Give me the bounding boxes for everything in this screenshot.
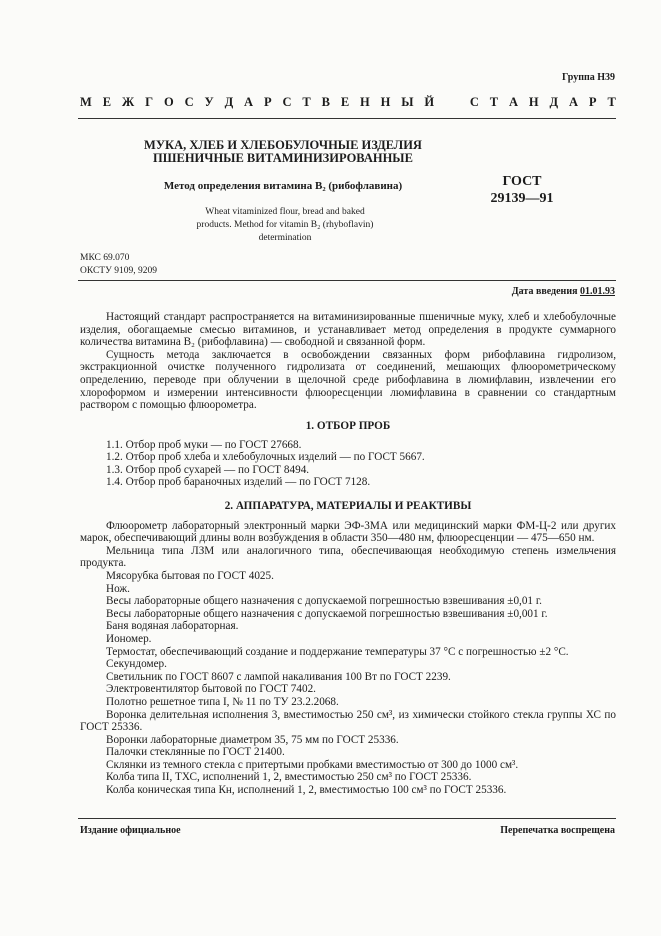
banner-letter: У	[204, 95, 214, 109]
banner-letter: Н	[360, 95, 370, 109]
list-item: 1.1. Отбор проб муки — по ГОСТ 27668.	[106, 438, 302, 451]
list-item: 1.3. Отбор проб сухарей — по ГОСТ 8494.	[106, 463, 310, 476]
document-subtitle: Метод определения витамина B₂ (рибофлавина)	[163, 180, 403, 192]
banner-letter: Т	[607, 95, 616, 109]
banner-letter: А	[569, 95, 579, 109]
edition-note: Издание официальное	[80, 825, 181, 836]
banner-letter: Д	[549, 95, 559, 109]
list-item: Мельница типа ЛЗМ или аналогичного типа, обеспечивающая необходимую степень измельчения продукта.	[80, 544, 616, 570]
title-line-1: МУКА, ХЛЕБ И ХЛЕБОБУЛОЧНЫЕ ИЗДЕЛИЯ	[144, 138, 422, 152]
list-item: Секундомер.	[106, 658, 167, 671]
banner-letter: Н	[528, 95, 539, 109]
english-title-line-1: Wheat vitaminized flour, bread and baked	[205, 207, 365, 217]
mks-code: МКС 69.070	[80, 253, 130, 263]
section-2-heading: 2. АППАРАТУРА, МАТЕРИАЛЫ И РЕАКТИВЫ	[224, 500, 472, 512]
banner-letter: С	[282, 95, 292, 109]
banner-letter: Д	[224, 95, 234, 109]
banner-letter: Г	[145, 95, 154, 109]
list-item: Светильник по ГОСТ 8607 с лампой накаливания 100 Вт по ГОСТ 2239.	[106, 670, 451, 683]
list-item: Весы лабораторные общего назначения с допускаемой погрешностью взвешивания ±0,01 г.	[106, 595, 542, 608]
list-item: Воронки лабораторные диаметром 35, 75 мм по ГОСТ 25336.	[106, 733, 399, 746]
banner-letter: О	[163, 95, 174, 109]
intro-paragraph-2: Сущность метода заключается в освобождении связанных форм рибофлавина гидролизом, экстракционной очистке полученного гидролизата от соединений, мешающих флюорометрическому определению, переводе при облучении в щелочной среде рибофлавина в люмифлавин, извлечении его хлороформом и измерении интенсивности флюоресценции люмифлавина в сравнении со стандартным раствором с помощью флюорометра.	[80, 348, 616, 412]
classification-codes	[80, 252, 157, 278]
banner-letter: Т	[489, 95, 499, 109]
header-rule	[78, 118, 616, 119]
banner-letter: Й	[424, 95, 435, 109]
list-item: 1.2. Отбор проб хлеба и хлебобулочных изделий — по ГОСТ 5667.	[106, 451, 425, 464]
effective-date-value: 01.01.93	[580, 286, 615, 297]
english-title-line-2: products. Method for vitamin B₂ (rhyboflavin)	[196, 220, 374, 230]
list-item: Колба коническая типа Кн, исполнений 1, 2, вместимостью 100 см³ по ГОСТ 25336.	[106, 784, 507, 797]
gost-code: 29139—91	[490, 191, 554, 206]
banner-letter: Ы	[401, 95, 414, 109]
document-title	[100, 139, 466, 165]
section-sampling	[80, 420, 616, 489]
list-item: Полотно решетное типа I, № 11 по ТУ 23.2.2068.	[106, 695, 339, 708]
standard-banner	[80, 95, 616, 110]
banner-letter: Т	[302, 95, 311, 109]
list-item: Воронка делительная исполнения 3, вместимостью 250 см³, из химически стойкого стекла группы ХС по ГОСТ 25336.	[80, 708, 616, 734]
banner-letter: Н	[380, 95, 391, 109]
okstu-code: ОКСТУ 9109, 9209	[80, 266, 157, 276]
footer-rule	[78, 818, 616, 819]
banner-letter: А	[509, 95, 519, 109]
gost-label: ГОСТ	[502, 174, 542, 189]
list-item: Нож.	[106, 582, 130, 595]
list-item: Электровентилятор бытовой по ГОСТ 7402.	[106, 683, 316, 696]
list-item: 1.4. Отбор проб бараночных изделий — по ГОСТ 7128.	[106, 476, 371, 489]
english-title	[120, 206, 450, 245]
effective-date-label: Дата введения	[511, 286, 580, 297]
list-item: Иономер.	[106, 632, 152, 645]
banner-letter: М	[80, 95, 92, 109]
list-item: Колба типа II, ТХС, исполнений 1, 2, вместимостью 250 см³ по ГОСТ 25336.	[106, 771, 472, 784]
list-item: Весы лабораторные общего назначения с допускаемой погрешностью взвешивания ±0,001 г.	[106, 607, 548, 620]
banner-letter: В	[321, 95, 330, 109]
banner-letter: Ж	[121, 95, 135, 109]
list-item: Термостат, обеспечивающий создание и поддержание температуры 37 °С с погрешностью ±2 °С.	[106, 645, 569, 658]
banner-letter: Р	[588, 95, 597, 109]
codes-rule	[78, 280, 616, 281]
list-item: Палочки стеклянные по ГОСТ 21400.	[106, 746, 285, 759]
banner-letter: Р	[263, 95, 272, 109]
english-title-line-3: determination	[258, 233, 312, 243]
banner-letter: Е	[340, 95, 350, 109]
banner-letter: С	[184, 95, 194, 109]
section-apparatus	[80, 500, 616, 797]
list-item: Склянки из темного стекла с притертыми пробками вместимостью от 300 до 1000 см³.	[106, 758, 519, 771]
banner-letter: С	[469, 95, 479, 109]
list-item: Баня водяная лабораторная.	[106, 620, 239, 633]
banner-gap	[445, 95, 459, 110]
intro-section	[80, 311, 616, 412]
section-1-heading: 1. ОТБОР ПРОБ	[305, 420, 391, 432]
effective-date	[512, 286, 615, 297]
group-code: Группа Н39	[562, 72, 615, 83]
title-line-2: ПШЕНИЧНЫЕ ВИТАМИНИЗИРОВАННЫЕ	[153, 151, 413, 165]
list-item: Мясорубка бытовая по ГОСТ 4025.	[106, 569, 274, 582]
banner-letter: А	[244, 95, 254, 109]
intro-paragraph-1: Настоящий стандарт распространяется на витаминизированные пшеничные муку, хлеб и хлебобулочные изделия, обогащаемые смесью витаминов, и устанавливает метод определения в продукте суммарного количества витамина B₂ (рибофлавина) — свободной и связанной форм.	[80, 311, 616, 349]
banner-letter: Е	[102, 95, 112, 109]
reprint-note: Перепечатка воспрещена	[500, 825, 615, 836]
list-item: Флюорометр лабораторный электронный марки ЭФ-3МА или медицинский марки ФМ-Ц-2 или других марок, обеспечивающий длины волн возбуждения в области 350—480 нм, флюоресценции — 475—650 нм.	[80, 519, 616, 545]
gost-number	[472, 173, 572, 207]
